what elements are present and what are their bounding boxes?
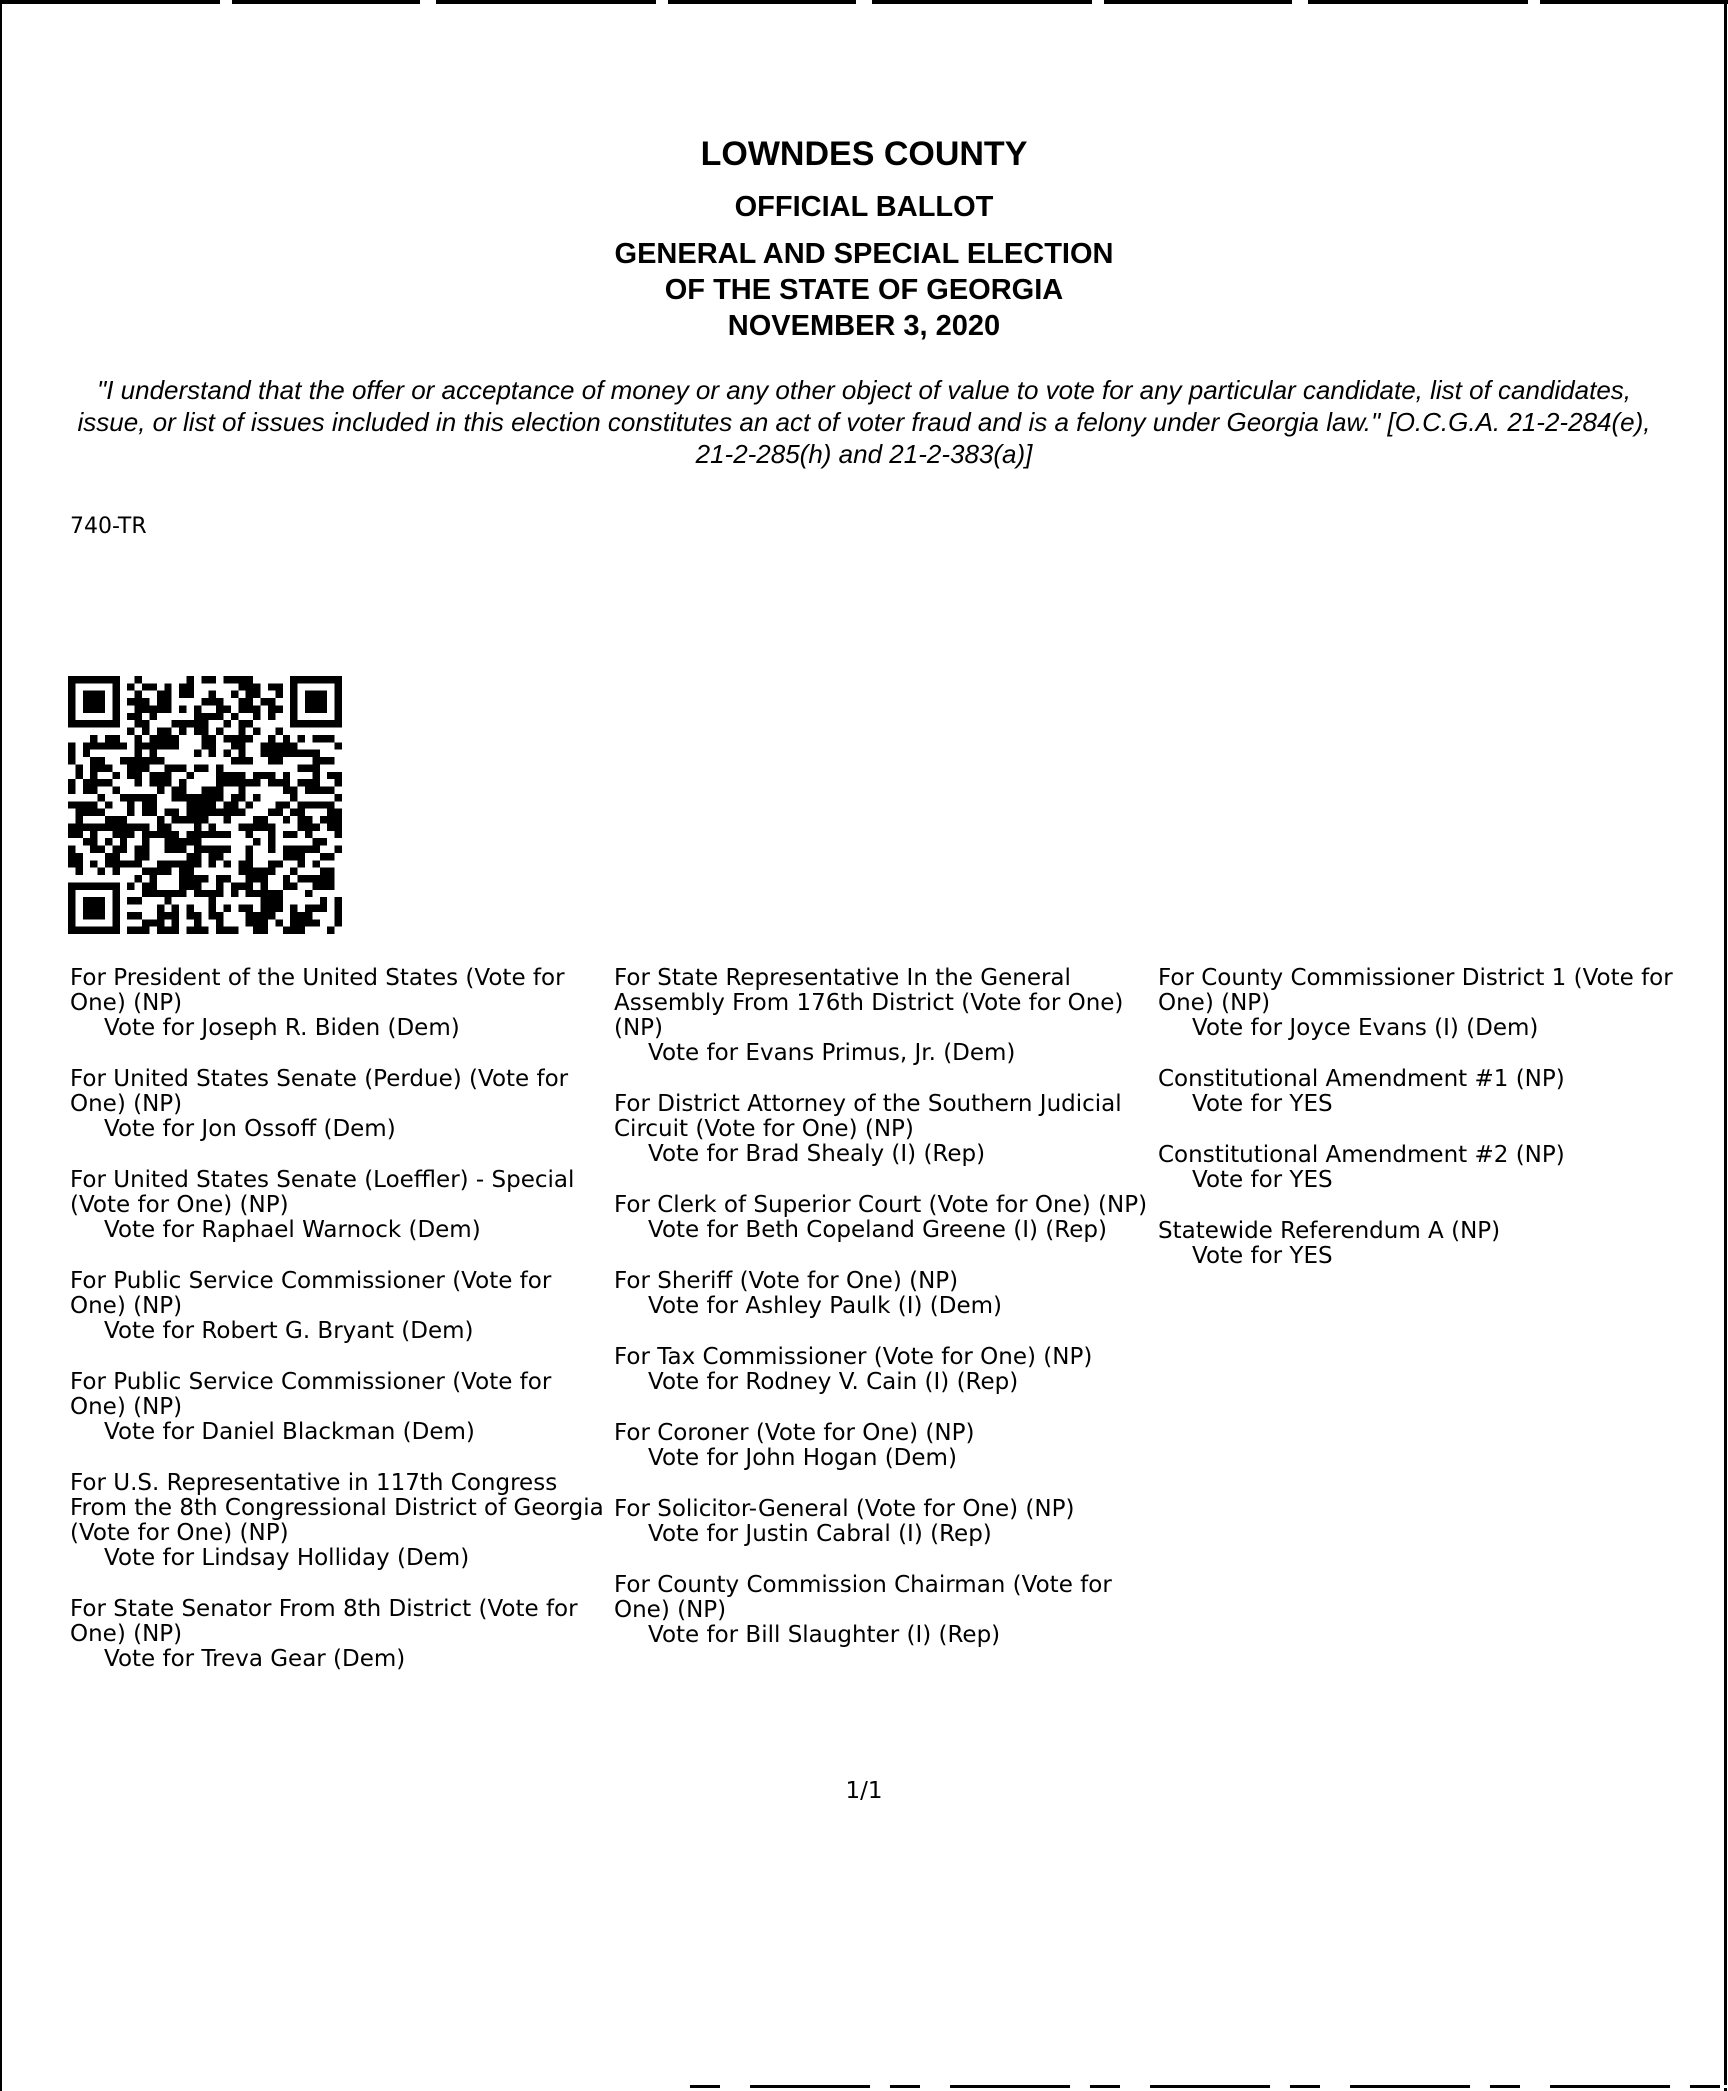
- contest-item: [614, 1193, 1154, 1243]
- voter-fraud-notice: "I understand that the offer or acceptance of money or any other object of value to vote for any particular candidate, list of candidates, issue, or list of issues included in this election constitutes an act of voter fraud and is a felony under Georgia law." [O.C.G.A. 21-2-284(e), 21-2-285(h) and 21-2-383(a)]: [77, 375, 1651, 469]
- contest-title: For Clerk of Superior Court (Vote for One) (NP): [614, 1192, 1148, 1218]
- contest-item: [1158, 1219, 1678, 1269]
- contest-title: For County Commission Chairman (Vote for One) (NP): [614, 1572, 1112, 1623]
- election-name-line2: OF THE STATE OF GEORGIA: [664, 274, 1064, 306]
- contest-title: For Tax Commissioner (Vote for One) (NP): [614, 1344, 1093, 1370]
- contest-selection: Vote for Brad Shealy (I) (Rep): [648, 1141, 986, 1167]
- contest-item: [70, 1168, 610, 1243]
- contest-item: [614, 1269, 1154, 1319]
- contest-title: For District Attorney of the Southern Judicial Circuit (Vote for One) (NP): [614, 1091, 1122, 1142]
- contest-item: [70, 1597, 610, 1672]
- contest-column-2: [614, 966, 1154, 1674]
- contest-title: For State Representative In the General Assembly From 176th District (Vote for One) (NP): [614, 965, 1124, 1041]
- contest-title: For State Senator From 8th District (Vote for One) (NP): [70, 1596, 578, 1647]
- contest-title: For County Commissioner District 1 (Vote for One) (NP): [1158, 965, 1673, 1016]
- contest-item: [614, 1092, 1154, 1167]
- contest-item: [70, 1067, 610, 1142]
- contest-title: For Solicitor-General (Vote for One) (NP): [614, 1496, 1075, 1522]
- contest-item: [1158, 1067, 1678, 1117]
- ballot-type: OFFICIAL BALLOT: [734, 191, 994, 223]
- contest-title: For Coroner (Vote for One) (NP): [614, 1420, 975, 1446]
- page-number: 1/1: [845, 1778, 883, 1804]
- contest-item: [614, 1345, 1154, 1395]
- election-name-line1: GENERAL AND SPECIAL ELECTION: [614, 238, 1114, 270]
- contest-title: For United States Senate (Perdue) (Vote for One) (NP): [70, 1066, 569, 1117]
- contest-item: [70, 1269, 610, 1344]
- contest-selection: Vote for Jon Ossoff (Dem): [104, 1116, 396, 1142]
- page-border-bottom: [690, 2085, 1728, 2088]
- contest-selection: Vote for Joseph R. Biden (Dem): [104, 1015, 460, 1041]
- contest-title: For Public Service Commissioner (Vote for One) (NP): [70, 1369, 552, 1420]
- ballot-header: [0, 128, 1728, 344]
- contest-item: [614, 1573, 1154, 1648]
- ballot-code: 740-TR: [70, 514, 147, 539]
- contest-title: For United States Senate (Loeffler) - Special (Vote for One) (NP): [70, 1167, 575, 1218]
- contest-title: For President of the United States (Vote for One) (NP): [70, 965, 565, 1016]
- contest-item: [614, 966, 1154, 1066]
- contest-item: [614, 1421, 1154, 1471]
- contest-title: For Public Service Commissioner (Vote for One) (NP): [70, 1268, 552, 1319]
- contest-selection: Vote for Beth Copeland Greene (I) (Rep): [648, 1217, 1107, 1243]
- contest-column-3: [1158, 966, 1678, 1295]
- page-border-top: [0, 0, 1728, 4]
- contest-item: [1158, 966, 1678, 1041]
- contest-selection: Vote for Daniel Blackman (Dem): [104, 1419, 475, 1445]
- contest-selection: Vote for Robert G. Bryant (Dem): [104, 1318, 474, 1344]
- contest-item: [70, 966, 610, 1041]
- contest-selection: Vote for Evans Primus, Jr. (Dem): [648, 1040, 1016, 1066]
- contest-selection: Vote for Lindsay Holliday (Dem): [104, 1545, 470, 1571]
- election-date: NOVEMBER 3, 2020: [727, 310, 1001, 342]
- contest-title: Constitutional Amendment #1 (NP): [1158, 1066, 1565, 1092]
- contest-column-1: [70, 966, 610, 1698]
- contest-selection: Vote for Raphael Warnock (Dem): [104, 1217, 481, 1243]
- contest-title: Statewide Referendum A (NP): [1158, 1218, 1501, 1244]
- contest-selection: Vote for YES: [1192, 1243, 1333, 1269]
- contest-selection: Vote for Justin Cabral (I) (Rep): [648, 1521, 992, 1547]
- contest-item: [1158, 1143, 1678, 1193]
- contest-item: [614, 1497, 1154, 1547]
- contest-selection: Vote for YES: [1192, 1091, 1333, 1117]
- contest-item: [70, 1370, 610, 1445]
- contest-title: For Sheriff (Vote for One) (NP): [614, 1268, 959, 1294]
- contest-selection: Vote for Treva Gear (Dem): [104, 1646, 406, 1672]
- contest-selection: Vote for Ashley Paulk (I) (Dem): [648, 1293, 1002, 1319]
- contest-title: Constitutional Amendment #2 (NP): [1158, 1142, 1565, 1168]
- qr-code-icon: [68, 676, 342, 934]
- contest-title: For U.S. Representative in 117th Congress From the 8th Congressional District of Georgia (Vote for One) (NP): [70, 1470, 604, 1546]
- contest-selection: Vote for John Hogan (Dem): [648, 1445, 957, 1471]
- contest-item: [70, 1471, 610, 1571]
- contest-selection: Vote for Rodney V. Cain (I) (Rep): [648, 1369, 1019, 1395]
- contest-selection: Vote for YES: [1192, 1167, 1333, 1193]
- contest-selection: Vote for Joyce Evans (I) (Dem): [1192, 1015, 1539, 1041]
- county-title: LOWNDES COUNTY: [700, 135, 1028, 173]
- contest-selection: Vote for Bill Slaughter (I) (Rep): [648, 1622, 1001, 1648]
